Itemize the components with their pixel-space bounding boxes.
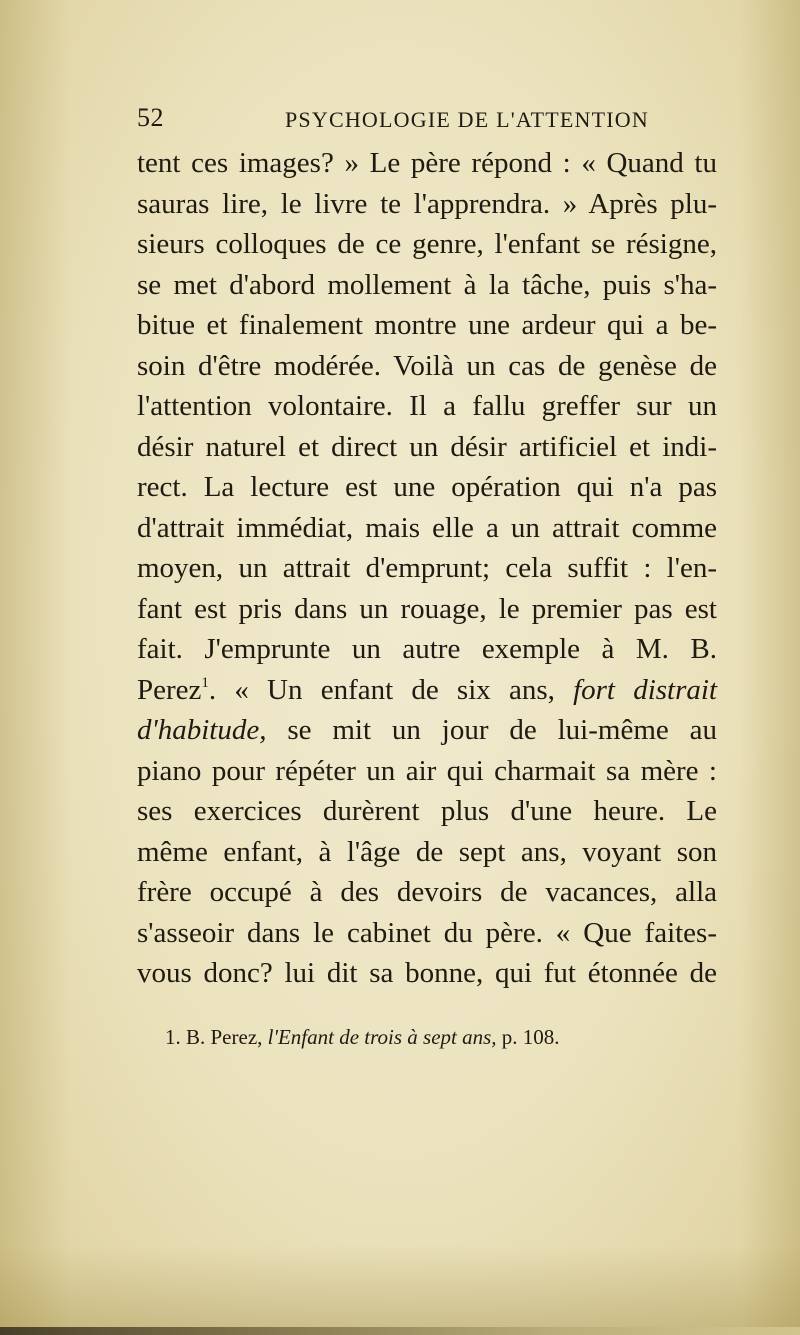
- text-segment: Perez: [137, 673, 202, 706]
- page-edge-shading-left: [0, 0, 70, 1335]
- text-segment: . « Un enfant de six ans,: [208, 673, 555, 706]
- text-line: s'asseoir dans le cabinet du père. « Que faites-: [137, 916, 717, 949]
- text-line: d'attrait immédiat, mais elle a un attrait comme: [137, 511, 717, 544]
- page-header: [137, 103, 717, 133]
- text-line: tent ces images? » Le père répond : « Quand tu: [137, 147, 717, 179]
- text-line: ses exercices durèrent plus d'une heure. Le: [137, 795, 717, 827]
- text-line: bitue et finalement montre une ardeur qui a be-: [137, 309, 717, 341]
- text-line: même enfant, à l'âge de sept ans, voyant son: [137, 835, 717, 868]
- page-number: 52: [137, 103, 164, 132]
- body-text: [137, 143, 717, 994]
- running-head: PSYCHOLOGIE DE L'ATTENTION: [285, 107, 649, 132]
- footnote-prefix: 1. B. Perez,: [165, 1025, 263, 1049]
- text-line: fait. J'emprunte un autre exemple à M. B.: [137, 633, 717, 665]
- text-line: rect. La lecture est une opération qui n'a pas: [137, 471, 717, 503]
- text-line: vous donc? lui dit sa bonne, qui fut étonnée de: [137, 957, 717, 989]
- text-line: [137, 710, 717, 751]
- page-edge-shading-right: [740, 0, 800, 1335]
- text-line: désir naturel et direct un désir artificiel et indi-: [137, 430, 717, 463]
- text-line: piano pour répéter un air qui charmait sa mère :: [137, 754, 717, 787]
- text-line: se met d'abord mollement à la tâche, puis s'ha-: [137, 268, 717, 301]
- italic-text: d'habitude,: [137, 714, 267, 746]
- footnote-suffix: p. 108.: [501, 1025, 560, 1049]
- text-segment: se mit un jour de lui-même au: [287, 714, 717, 746]
- footnote-reference[interactable]: 1: [201, 674, 209, 691]
- page-bottom-shadow: [0, 1327, 800, 1335]
- text-line: frère occupé à des devoirs de vacances, alla: [137, 876, 717, 908]
- page-edge-shading-bottom: [0, 1245, 800, 1335]
- text-line: moyen, un attrait d'emprunt; cela suffit : l'en-: [137, 552, 717, 584]
- text-line: l'attention volontaire. Il a fallu greffer sur un: [137, 390, 717, 422]
- text-line: [137, 670, 717, 711]
- italic-text: fort distrait: [573, 673, 717, 706]
- footnote: [165, 1025, 665, 1050]
- text-line: sieurs colloques de ce genre, l'enfant se résigne,: [137, 228, 717, 260]
- text-line: sauras lire, le livre te l'apprendra. » Après plu-: [137, 187, 717, 220]
- text-line: fant est pris dans un rouage, le premier pas est: [137, 592, 717, 625]
- text-line: soin d'être modérée. Voilà un cas de genèse de: [137, 349, 717, 382]
- footnote-title: l'Enfant de trois à sept ans,: [267, 1025, 497, 1049]
